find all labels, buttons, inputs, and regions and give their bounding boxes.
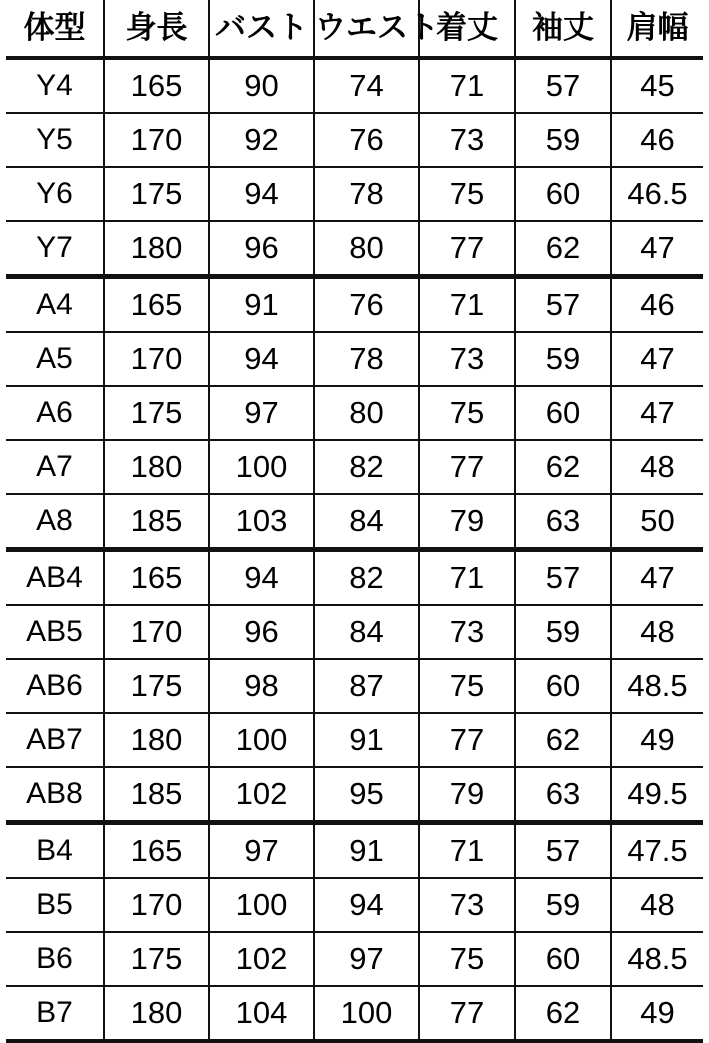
cell-waist: 91 xyxy=(314,823,419,879)
cell-garment-length: 75 xyxy=(419,167,515,221)
table-body xyxy=(6,58,703,1041)
cell-bust: 96 xyxy=(209,221,314,277)
cell-shoulder-width: 47 xyxy=(611,550,703,606)
column-header-body-type: 体型 xyxy=(23,10,86,46)
cell-garment-length: 73 xyxy=(419,878,515,932)
cell-sleeve-length: 60 xyxy=(515,386,611,440)
cell-garment-length: 73 xyxy=(419,605,515,659)
table-row xyxy=(6,440,703,494)
cell-garment-length: 79 xyxy=(419,494,515,550)
column-header-garment-length: 着丈 xyxy=(419,0,515,58)
cell-body-type: AB4 xyxy=(26,561,83,594)
table-row xyxy=(6,494,703,550)
cell-shoulder-width: 50 xyxy=(611,494,703,550)
cell-body-type: Y4 xyxy=(36,69,73,102)
cell-sleeve-length: 60 xyxy=(515,932,611,986)
table-header-row xyxy=(6,0,703,58)
size-table xyxy=(6,0,703,1043)
cell-body-type: A7 xyxy=(36,450,73,483)
cell-waist: 80 xyxy=(314,221,419,277)
cell-height: 175 xyxy=(104,659,209,713)
cell-shoulder-width: 46.5 xyxy=(611,167,703,221)
cell-height: 185 xyxy=(104,767,209,823)
cell-bust: 94 xyxy=(209,550,314,606)
table-row xyxy=(6,221,703,277)
cell-waist: 82 xyxy=(314,550,419,606)
cell-height: 180 xyxy=(104,221,209,277)
cell-shoulder-width: 47.5 xyxy=(611,823,703,879)
cell-shoulder-width: 47 xyxy=(611,221,703,277)
cell-body-type: AB8 xyxy=(26,777,83,810)
cell-garment-length: 71 xyxy=(419,823,515,879)
cell-garment-length: 71 xyxy=(419,58,515,113)
cell-height: 165 xyxy=(104,550,209,606)
cell-height: 165 xyxy=(104,58,209,113)
cell-garment-length: 73 xyxy=(419,113,515,167)
table-row xyxy=(6,277,703,333)
cell-bust: 102 xyxy=(209,767,314,823)
cell-height: 185 xyxy=(104,494,209,550)
table-row xyxy=(6,932,703,986)
cell-sleeve-length: 59 xyxy=(515,878,611,932)
column-header-sleeve-length: 袖丈 xyxy=(515,0,611,58)
cell-sleeve-length: 62 xyxy=(515,440,611,494)
table-row xyxy=(6,659,703,713)
cell-sleeve-length: 63 xyxy=(515,494,611,550)
cell-body-type: A6 xyxy=(36,396,73,429)
cell-waist: 91 xyxy=(314,713,419,767)
cell-bust: 91 xyxy=(209,277,314,333)
cell-waist: 94 xyxy=(314,878,419,932)
column-header-waist: ウエスト xyxy=(314,0,419,58)
cell-body-type: B4 xyxy=(36,834,73,867)
cell-body-type: Y5 xyxy=(36,123,73,156)
cell-shoulder-width: 47 xyxy=(611,332,703,386)
cell-height: 175 xyxy=(104,386,209,440)
cell-height: 180 xyxy=(104,713,209,767)
cell-sleeve-length: 59 xyxy=(515,605,611,659)
cell-waist: 78 xyxy=(314,167,419,221)
table-row xyxy=(6,113,703,167)
cell-body-type: A8 xyxy=(36,504,73,537)
cell-garment-length: 77 xyxy=(419,440,515,494)
table-row xyxy=(6,386,703,440)
cell-waist: 100 xyxy=(314,986,419,1041)
table-row xyxy=(6,167,703,221)
cell-bust: 100 xyxy=(209,878,314,932)
cell-bust: 92 xyxy=(209,113,314,167)
cell-height: 165 xyxy=(104,823,209,879)
table-row xyxy=(6,823,703,879)
cell-waist: 84 xyxy=(314,605,419,659)
cell-height: 175 xyxy=(104,167,209,221)
cell-waist: 74 xyxy=(314,58,419,113)
cell-sleeve-length: 62 xyxy=(515,986,611,1041)
cell-body-type: A5 xyxy=(36,342,73,375)
cell-garment-length: 77 xyxy=(419,221,515,277)
cell-body-type: Y7 xyxy=(36,231,73,264)
table-row xyxy=(6,713,703,767)
cell-garment-length: 79 xyxy=(419,767,515,823)
cell-waist: 95 xyxy=(314,767,419,823)
cell-shoulder-width: 46 xyxy=(611,113,703,167)
cell-bust: 100 xyxy=(209,440,314,494)
cell-body-type: AB5 xyxy=(26,615,83,648)
cell-waist: 76 xyxy=(314,113,419,167)
table-row xyxy=(6,332,703,386)
cell-garment-length: 77 xyxy=(419,713,515,767)
cell-height: 170 xyxy=(104,332,209,386)
cell-bust: 96 xyxy=(209,605,314,659)
table-row xyxy=(6,878,703,932)
cell-height: 170 xyxy=(104,878,209,932)
cell-sleeve-length: 59 xyxy=(515,113,611,167)
cell-height: 180 xyxy=(104,986,209,1041)
cell-sleeve-length: 63 xyxy=(515,767,611,823)
cell-bust: 94 xyxy=(209,167,314,221)
cell-waist: 78 xyxy=(314,332,419,386)
cell-body-type: B6 xyxy=(36,942,73,975)
cell-bust: 94 xyxy=(209,332,314,386)
cell-bust: 98 xyxy=(209,659,314,713)
cell-garment-length: 73 xyxy=(419,332,515,386)
cell-sleeve-length: 59 xyxy=(515,332,611,386)
cell-sleeve-length: 62 xyxy=(515,221,611,277)
cell-height: 180 xyxy=(104,440,209,494)
cell-bust: 103 xyxy=(209,494,314,550)
cell-sleeve-length: 57 xyxy=(515,550,611,606)
table-row xyxy=(6,58,703,113)
cell-waist: 84 xyxy=(314,494,419,550)
cell-body-type: B5 xyxy=(36,888,73,921)
column-header-height: 身長 xyxy=(104,0,209,58)
cell-shoulder-width: 48 xyxy=(611,605,703,659)
cell-waist: 97 xyxy=(314,932,419,986)
cell-bust: 102 xyxy=(209,932,314,986)
cell-bust: 97 xyxy=(209,386,314,440)
cell-waist: 80 xyxy=(314,386,419,440)
cell-sleeve-length: 57 xyxy=(515,277,611,333)
cell-body-type: AB7 xyxy=(26,723,83,756)
cell-bust: 100 xyxy=(209,713,314,767)
column-header-bust: バスト xyxy=(209,0,314,58)
cell-garment-length: 75 xyxy=(419,386,515,440)
cell-body-type: AB6 xyxy=(26,669,83,702)
cell-shoulder-width: 47 xyxy=(611,386,703,440)
cell-waist: 82 xyxy=(314,440,419,494)
table-row xyxy=(6,605,703,659)
cell-sleeve-length: 62 xyxy=(515,713,611,767)
cell-waist: 87 xyxy=(314,659,419,713)
table-header xyxy=(6,0,703,58)
cell-waist: 76 xyxy=(314,277,419,333)
cell-shoulder-width: 49 xyxy=(611,713,703,767)
cell-shoulder-width: 45 xyxy=(611,58,703,113)
column-header-shoulder-width: 肩幅 xyxy=(611,0,703,58)
cell-height: 165 xyxy=(104,277,209,333)
cell-bust: 97 xyxy=(209,823,314,879)
cell-height: 170 xyxy=(104,605,209,659)
cell-garment-length: 75 xyxy=(419,659,515,713)
table-row xyxy=(6,986,703,1041)
cell-garment-length: 71 xyxy=(419,277,515,333)
cell-height: 170 xyxy=(104,113,209,167)
cell-shoulder-width: 49.5 xyxy=(611,767,703,823)
cell-garment-length: 77 xyxy=(419,986,515,1041)
cell-shoulder-width: 48.5 xyxy=(611,932,703,986)
cell-sleeve-length: 60 xyxy=(515,167,611,221)
cell-body-type: A4 xyxy=(36,288,73,321)
cell-bust: 104 xyxy=(209,986,314,1041)
cell-sleeve-length: 57 xyxy=(515,823,611,879)
cell-shoulder-width: 48.5 xyxy=(611,659,703,713)
cell-shoulder-width: 46 xyxy=(611,277,703,333)
cell-body-type: Y6 xyxy=(36,177,73,210)
table-row xyxy=(6,550,703,606)
cell-garment-length: 75 xyxy=(419,932,515,986)
cell-shoulder-width: 49 xyxy=(611,986,703,1041)
cell-garment-length: 71 xyxy=(419,550,515,606)
cell-bust: 90 xyxy=(209,58,314,113)
cell-shoulder-width: 48 xyxy=(611,878,703,932)
cell-body-type: B7 xyxy=(36,996,73,1029)
cell-sleeve-length: 60 xyxy=(515,659,611,713)
cell-sleeve-length: 57 xyxy=(515,58,611,113)
cell-shoulder-width: 48 xyxy=(611,440,703,494)
cell-height: 175 xyxy=(104,932,209,986)
table-row xyxy=(6,767,703,823)
